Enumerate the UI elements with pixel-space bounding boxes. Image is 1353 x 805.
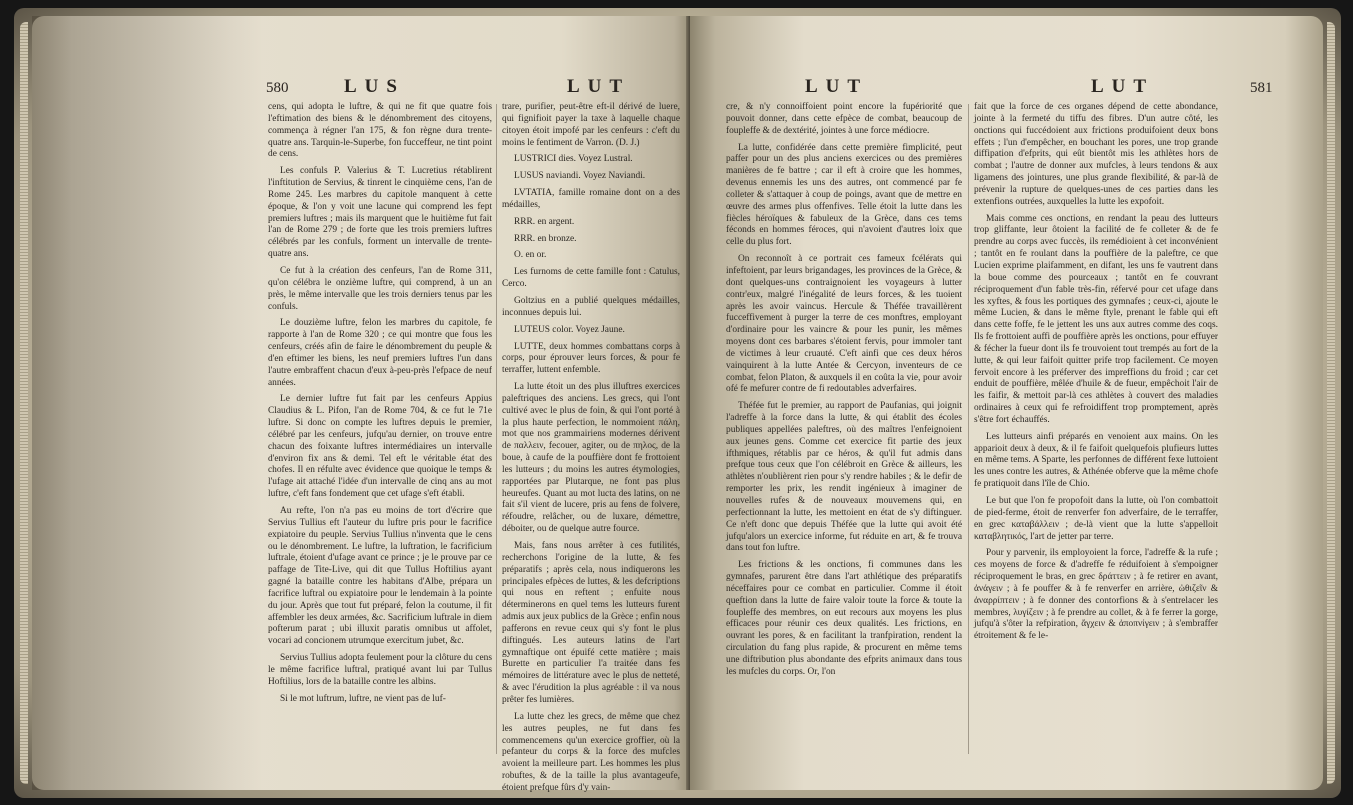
paragraph: O. en or. <box>514 250 547 261</box>
open-book <box>14 8 1341 798</box>
left-page-column-1 <box>268 102 492 762</box>
left-page-headword-right: LUT <box>567 76 631 97</box>
paragraph: trare, purifier, peut-être eft-il dérivé de luere, qui fignifioit payer la taxe à laquelle chaque citoyen étoit impofé par les cenfeurs : c'eft du moins le fentiment de Varron. (D. J.) <box>502 102 680 148</box>
paragraph: Mais comme ces onctions, en rendant la peau des lutteurs trop gliffante, leur ôtoient la facilité de fe colleter & de fe prendre au corps avec fuccès, ils remédioient à cet inconvénient ; tantôt en fe roulant dans la pouffière de la paleftre, ce que Lucien exprime plaifamment, en difant, les uns fe vautrent dans la boue comme des pourceaux ; tantôt en fe couvrant réciproquement d'un fable très-fin, réfervé pour cet ufage dans les xyftes, & fous les portiques des gymnafes ; ceux-ci, ajoute le même Lucien, & dans le même ftyle, prenant le fable qui eft dans cette foffe, fe le jettent les uns aux autres comme des coqs. Ils fe frottoient auffi de pouffière après les onctions, pour effuyer & fécher la fueur dont ils fe trouvoient tout trempés au fort de la lutte, & qui leur faifoit quitter prife trop facilement. Ce moyen fervoit encore à les préferver des impreffions du froid ; car cet enduit de pouffière, mêlée d'huile & de fueur, empêchoit l'air de les faifir, & mettoit par-là ces athlètes à couvert des maladies ordinaires à ceux qui fe refroidiffent trop promptement, après s'être fort échauffés. <box>974 213 1218 425</box>
paragraph: LUSUS naviandi. Voyez Naviandi. <box>514 171 646 182</box>
paragraph: La lutte chez les grecs, de même que chez les autres peuples, ne fut dans fes commencemens qu'un exercice groffier, où la pefanteur du corps & la force des mufcles avoient la meilleure part. Les hommes les plus robuftes, & de la taille la plus avantageufe, étoient prefque fûrs d'y vain- <box>502 711 680 793</box>
paragraph: Les furnoms de cette famille font : Catulus, Cerco. <box>502 267 680 290</box>
paragraph: cens, qui adopta le luftre, & qui ne fit que quatre fois l'eftimation des biens & le dénombrement des citoyens, commença à régner l'an 175, & fon règne dura trente-quatre ans. Tarquin-le-Superbe, fon fucceffeur, ne tint point de cens. <box>268 102 492 160</box>
paragraph: RRR. en argent. <box>514 216 575 227</box>
paragraph: fait que la force de ces organes dépend de cette abondance, jointe à la fermeté du tiffu des fibres. D'un autre côté, les onctions qui fuccédoient aux frictions produifoient deux bons effets ; l'un d'empêcher, en bouchant les pores, une trop grande diffipation d'efprits, qui eût bientôt mis les athlètes hors de combat ; l'autre de donner aux mufcles, à leurs tendons & aux ligamens des jointures, une plus grande flexibilité, & par-là de prévenir la rupture de quelques-unes de ces parties dans les extenfions outrées, auxquelles la lutte les expofoit. <box>974 102 1218 207</box>
paragraph: Les confuls P. Valerius & T. Lucretius rétablirent l'inftitution de Servius, & tinrent le cinquième cens, l'an de Rome 245. Les marbres du capitole manquent à cette époque, & l'on y voit une lacune qui comprend les fept premiers luftres ; mais ils marquent que le huitième fut fait l'an de Rome 279 ; de forte que les trois premiers luftres célébrés par les confuls, forment un intervalle de trente-quatre ans. <box>268 166 492 260</box>
right-page-headword-left: LUT <box>805 76 869 97</box>
paragraph: cre, & n'y connoiffoient point encore la fupériorité que pouvoit donner, dans cette efpèce de combat, beaucoup de foupleffe & de dextérité, jointes à une force médiocre. <box>726 102 962 136</box>
paragraph: LUSTRICI dies. Voyez Lustral. <box>514 154 633 165</box>
paragraph: Le douzième luftre, felon les marbres du capitole, fe rapporte à l'an de Rome 320 ; ce qui montre que fous les cenfeurs, créés afin de faire le dénombrement du peuple & d'en eftimer les biens, les neuf premiers luftres l'un dans l'autre embraffent chacun d'eux à-peu-près l'efpace de neuf années. <box>268 318 492 388</box>
paragraph: Goltzius en a publié quelques médailles, inconnues depuis lui. <box>502 295 680 318</box>
right-page-number: 581 <box>1250 80 1273 96</box>
paragraph: Les lutteurs ainfi préparés en venoient aux mains. On les apparioit deux à deux, & il fe faifoit quelquefois plufieurs luttes en même tems. A Sparte, les perfonnes de différent fexe luttoient les unes contre les autres, & Athénée obferve que la même chofe fe pratiquoit dans l'île de Chio. <box>974 431 1218 490</box>
paragraph: Mais, fans nous arrêter à ces futilités, recherchons l'origine de la lutte, & fes préparatifs ; après cela, nous indiquerons les principales efpèces de luttes, & les defcriptions qui nous en reftent ; enfuite nous déterminerons en quel tems les lutteurs furent admis aux jeux publics de la Grèce ; enfin nous pafferons en revue ceux qui s'y font le plus diftingués. Les auteurs latins de l'art gymnaftique ont épuifé cette matière ; mais Burette en particulier l'a traitée dans fes mémoires de littérature avec le plus de netteté, & avec l'érudition la plus agréable : il va nous prêter fes lumières. <box>502 541 680 705</box>
left-page-column-2 <box>502 102 680 793</box>
left-page <box>32 16 694 793</box>
paragraph: Le but que l'on fe propofoit dans la lutte, où l'on combattoit de pied-ferme, étoit de renverfer fon adverfaire, de le terraffer, en grec καταβάλλειν ; de-là vient que la lutte s'appelloit καταβλητικός, l'art de jetter par terre. <box>974 496 1218 542</box>
paragraph: LUTEUS color. Voyez Jaune. <box>514 324 625 335</box>
left-page-headword-left: LUS <box>344 76 405 97</box>
paragraph: La lutte étoit un des plus illuftres exercices paleftriques des anciens. Les grecs, qui l'ont cultivé avec le plus de foin, & qui l'ont porté à la plus haute perfection, le nommoient πάλη, mot que nos grammairiens modernes dérivent de παλλειν, fecouer, agiter, ou de πηλος, de la boue, à caufe de la pouffière dont fe frottoient les lutteurs ; du moins les autres étymologies, rapportées par Plutarque, ne font pas plus heureufes. Quant au mot lucta des latins, on ne fait s'il vient de lucere, pris au fens de folvere, réfoudre, relâcher, ou de luxare, démettre, déboiter, ou de quelque autre fource. <box>502 382 680 535</box>
left-page-edges <box>20 22 28 784</box>
paragraph: Le dernier luftre fut fait par les cenfeurs Appius Claudius & L. Pifon, l'an de Rome 704, & ce fut le 71e luftre. Si donc on compte les luftres depuis le premier, célébré par les cenfeurs, jufqu'au dernier, on trouve entre chacun des foixante luftres intermédiaires un intervalle d'environ fix ans & demi. Tel eft le véritable état des chofes. Il en réfulte avec évidence que quoique le temps & l'ufage ait attaché l'idée d'un intervalle de cinq ans au mot luftre, c'eft fans fondement que cet ufage s'eft établi. <box>268 394 492 500</box>
paragraph: Pour y parvenir, ils employoient la force, l'adreffe & la rufe ; ces moyens de force & d'adreffe fe réduifoient à s'empoigner réciproquement le bras, en grec δράττειν ; à fe retirer en avant, ἀνάγειν ; à fe pouffer & à fe renverfer en arrière, ὠθιζεῖν & ἀναρρίπτειν ; à fe donner des contorfions & à s'entrelacer les membres, λυγίζειν ; à fe prendre au collet, & à fe ferrer la gorge, jufqu'à s'ôter la refpiration, ἄγχειν & ἀποπνίγειν ; à s'embraffer étroitement & fe le- <box>974 548 1218 642</box>
paragraph: Au refte, l'on n'a pas eu moins de tort d'écrire que Servius Tullius eft l'auteur du luftre pris pour le facrifice expiatoire du peuple. Servius Tullius n'inventa que le cens ou le dénombrement. Le luftre, la luftration, le facrificium luftrale, étoient d'ufage avant ce prince ; je le prouve par ce paffage de Tite-Live, qui dit que Tullus Hoftilius ayant gagné la bataille contre les habitans d'Albe, prépara un facrifice luftral ou expiatoire pour le lendemain à la pointe du jour. Après que tout fut préparé, felon la coutume, il fit affembler les deux armées, &c. Sacrificium luftrale in diem pofterum parat ; ubi illuxit paratis omnibus ut affolet, vocari ad concionem utrumque exercitum jubet, &c. <box>268 506 492 647</box>
paragraph: Les frictions & les onctions, fi communes dans les gymnafes, parurent être dans l'art athlétique des préparatifs néceffaires pour ce combat en particulier. Comme il étoit queftion dans la lutte de faire valoir toute la force & toute la foupleffe des membres, on eut recours aux moyens les plus efficaces pour réunir ces deux qualités. Les frictions, en ouvrant les pores, & en facilitant la tranfpiration, rendent la circulation du fang plus rapide, & procurent en même tems une diftribution plus abondante des efprits animaux dans tous les mufcles du corps. Or, l'on <box>726 560 962 677</box>
left-page-header <box>32 70 694 100</box>
paragraph: La lutte, confidérée dans cette première fimplicité, peut paffer pour un des plus anciens exercices ou des premières manières de fe battre ; car il eft à croire que les hommes, devenus ennemis les uns des autres, ont commencé par fe colleter & s'attaquer à coup de poings, avant que de mettre en œuvre des armes plus offenfives. Telle étoit la lutte dans les fiècles héroïques & fabuleux de la Grèce, dans ces tems féconds en hommes féroces, qui n'avoient d'autres loix que celle du plus fort. <box>726 142 962 248</box>
right-page <box>690 16 1323 790</box>
paragraph: RRR. en bronze. <box>514 233 577 244</box>
right-page-edges <box>1327 22 1335 784</box>
paragraph: Servius Tullius adopta feulement pour la clôture du cens le même facrifice luftral, pratiqué avant lui par Tullus Hoftilius, lors de la bataille contre les albins. <box>268 653 492 687</box>
left-page-number: 580 <box>266 80 289 96</box>
paragraph: Ce fut à la création des cenfeurs, l'an de Rome 311, qu'on célébra le onzième luftre, qui comprend, à un an près, le même intervalle que les trois derniers tenus par les confuls. <box>268 265 492 312</box>
right-page-column-1 <box>726 102 962 762</box>
right-page-column-2 <box>974 102 1218 762</box>
paragraph: Si le mot luftrum, luftre, ne vient pas de luf- <box>280 693 446 704</box>
left-page-shadow <box>32 16 262 790</box>
left-column-rule <box>496 104 497 754</box>
right-page-header <box>690 70 1323 100</box>
paragraph: Théfée fut le premier, au rapport de Paufanias, qui joignit l'adreffe à la force dans la lutte, & qui établit des écoles publiques appellées paleftres, où des maîtres l'enfeignoient aux jeunes gens. Comme cet exercice fit partie des jeux ifthmiques, rétablis par ce héros, & qu'il fut admis dans prefque tous ceux que l'on célébroit en Grèce & ailleurs, les athlètes n'oublièrent rien pour s'y rendre habiles ; & le defir de remporter les prix, les rendit ingénieux à imaginer de nouvelles rufes & de nouveaux mouvemens qui, en perfectionnant la lutte, les mettoient en état de s'y diftinguer. Ce n'eft donc que depuis Théfée que la lutte qui avoit été jufqu'alors un exercice informe, fut réduite en art, & fe trouva dans tout fon luftre. <box>726 401 962 554</box>
right-page-headword-right: LUT <box>1091 76 1155 97</box>
right-column-rule <box>968 104 969 754</box>
paragraph: On reconnoît à ce portrait ces fameux fcélérats qui infeftoient, par leurs brigandages, les provinces de la Grèce, & dont quelques-uns contraignoient les voyageurs à lutter contr'eux, malgré l'inégalité de leurs forces, & les tuoient après les avoir vaincus. Hercule & Théfée travaillèrent fucceffivement à purger la terre de ces monftres, employant d'ordinaire pour les vaincre & pour les punir, les mêmes moyens dont ces barbares s'étoient fervis, pour immoler tant de victimes à leur cruauté. C'eft ainfi que ces deux héros vainquirent à la lutte Antée & Cercyon, inventeurs de ce combat, felon Platon, & auxquels il en coûta la vie, pour avoir ofé fe mefurer contre de fi redoutables adverfaires. <box>726 254 962 395</box>
paragraph: LUTTE, deux hommes combattans corps à corps, pour éprouver leurs forces, & pour fe terraffer, luttent enfemble. <box>502 341 680 376</box>
paragraph: LVTATIA, famille romaine dont on a des médailles, <box>502 188 680 210</box>
